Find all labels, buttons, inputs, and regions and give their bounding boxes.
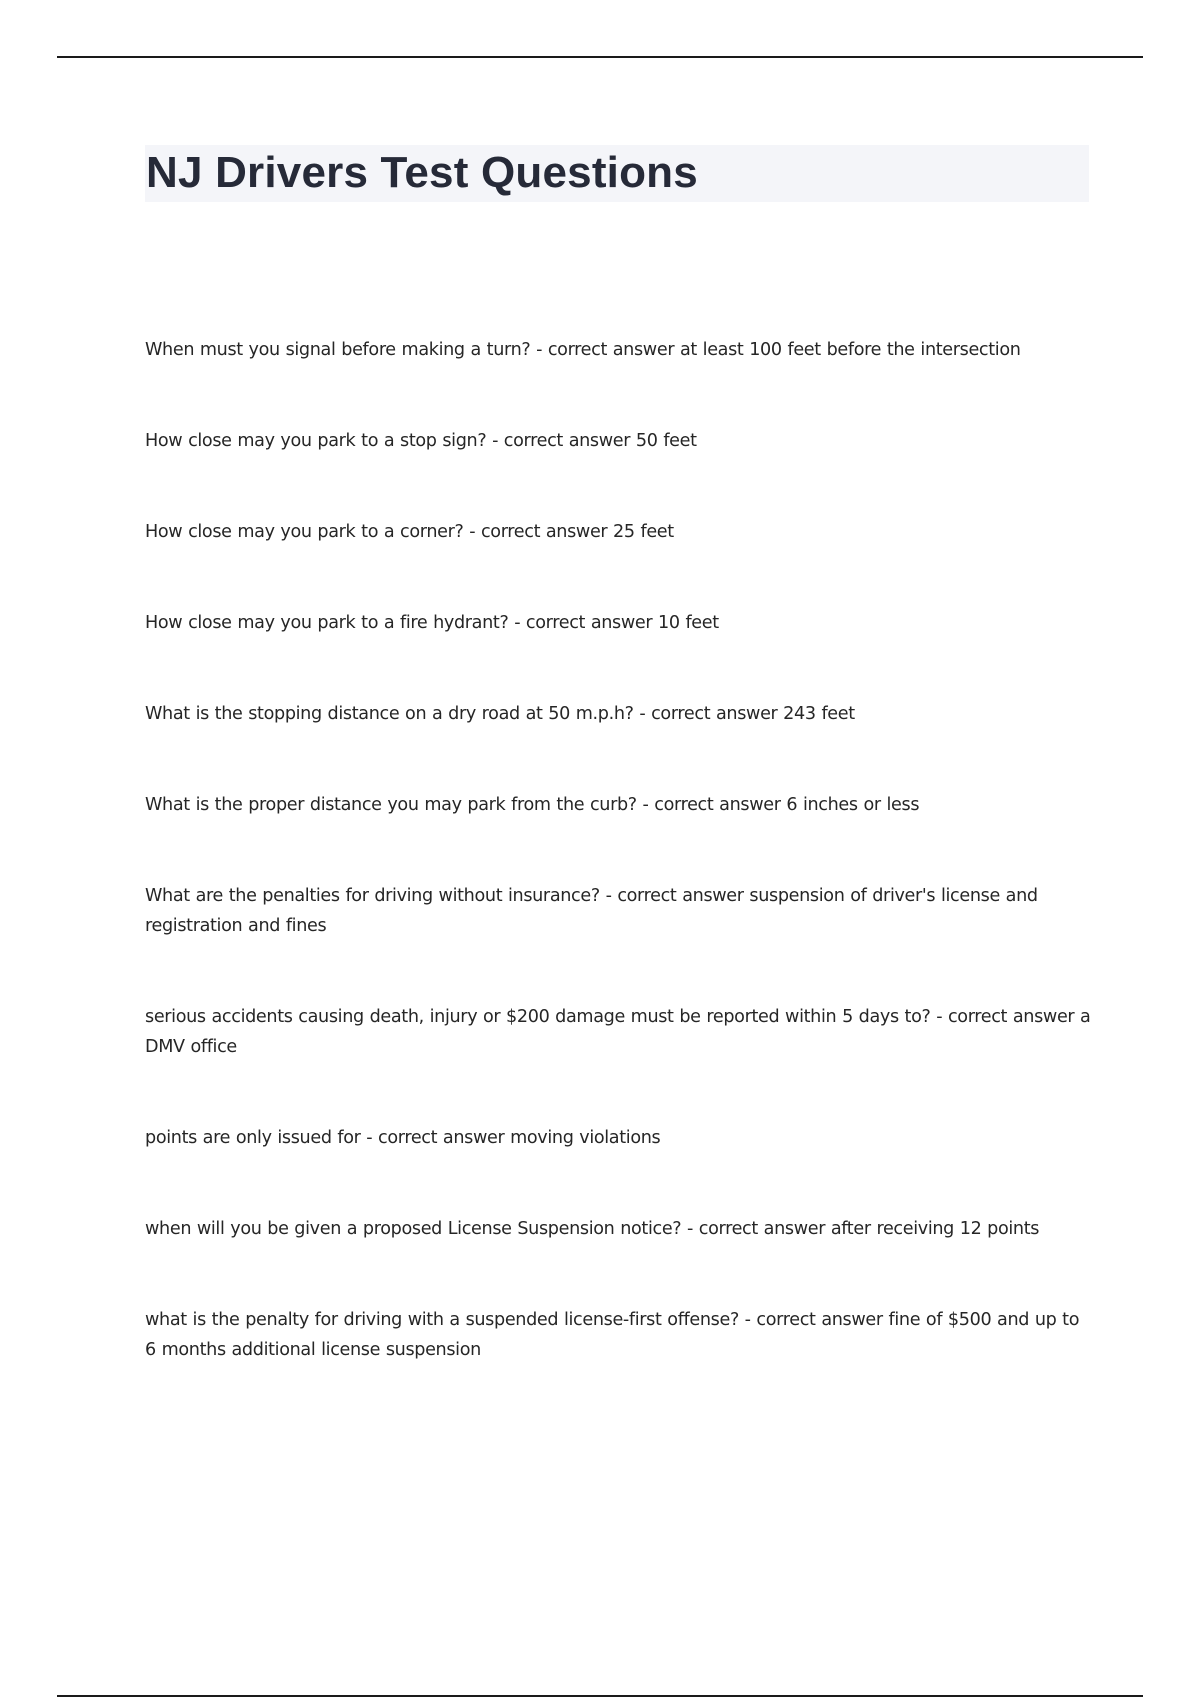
question-list xyxy=(145,335,1095,1426)
question-item: what is the penalty for driving with a suspended license-first offense? - correct answer fine of $500 and up to 6 months additional license suspension xyxy=(145,1310,1080,1360)
question-item: When must you signal before making a turn? - correct answer at least 100 feet before the intersection xyxy=(145,340,1021,360)
question-item: when will you be given a proposed License Suspension notice? - correct answer after receiving 12 points xyxy=(145,1219,1040,1239)
bottom-divider xyxy=(57,1695,1143,1697)
page-title: NJ Drivers Test Questions xyxy=(146,148,698,197)
question-item: serious accidents causing death, injury or $200 damage must be reported within 5 days to? - correct answer a DMV office xyxy=(145,1007,1091,1057)
top-divider xyxy=(57,56,1143,58)
question-item: How close may you park to a stop sign? - correct answer 50 feet xyxy=(145,431,697,451)
question-item: How close may you park to a corner? - correct answer 25 feet xyxy=(145,522,674,542)
question-item: What is the proper distance you may park from the curb? - correct answer 6 inches or less xyxy=(145,795,920,815)
question-item: points are only issued for - correct answer moving violations xyxy=(145,1128,661,1148)
question-item: How close may you park to a fire hydrant? - correct answer 10 feet xyxy=(145,613,719,633)
question-item: What is the stopping distance on a dry road at 50 m.p.h? - correct answer 243 feet xyxy=(145,704,855,724)
question-item: What are the penalties for driving without insurance? - correct answer suspension of driver's license and registration and fines xyxy=(145,886,1038,936)
